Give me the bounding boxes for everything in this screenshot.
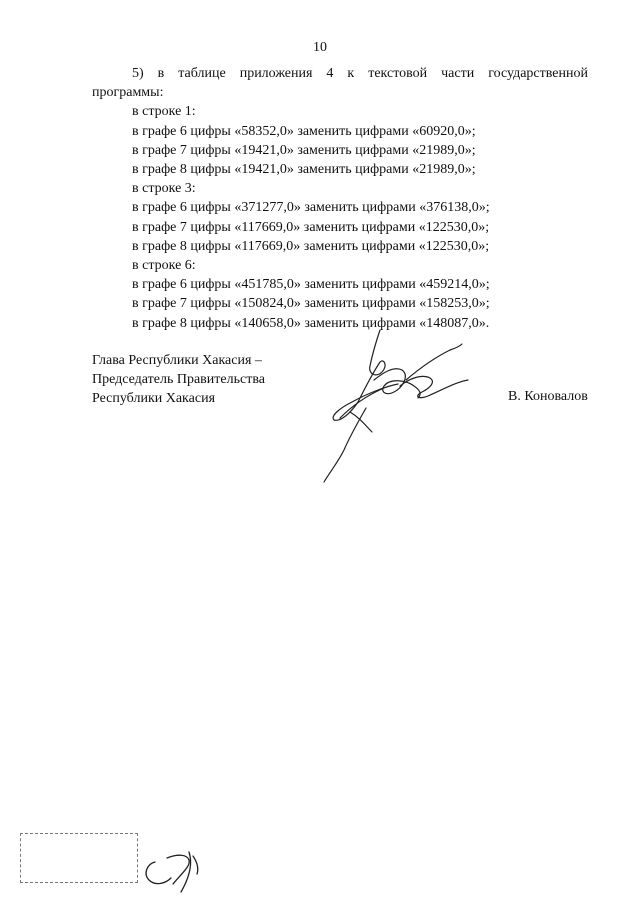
row-heading: в строке 1:: [132, 104, 196, 120]
registration-stamp: [20, 833, 138, 883]
replacement-line: в графе 6 цифры «371277,0» заменить цифрами «376138,0»;: [132, 200, 490, 216]
replacement-line: в графе 8 цифры «19421,0» заменить цифрами «21989,0»;: [132, 162, 476, 178]
position-line: Глава Республики Хакасия –: [92, 353, 262, 368]
row-heading: в строке 3:: [132, 181, 196, 197]
replacement-line: в графе 8 цифры «117669,0» заменить цифрами «122530,0»;: [132, 238, 490, 254]
replacement-line: в графе 7 цифры «150824,0» заменить цифрами «158253,0»;: [132, 296, 490, 312]
position-line: Республики Хакасия: [92, 391, 216, 406]
handwritten-initials: [135, 840, 215, 900]
replacement-line: в графе 7 цифры «117669,0» заменить цифрами «122530,0»;: [132, 219, 490, 235]
document-body: [92, 64, 588, 333]
replacement-line: в графе 8 цифры «140658,0» заменить цифрами «148087,0».: [132, 315, 490, 331]
signatory-name: В. Коновалов: [508, 389, 588, 404]
handwritten-signature: [310, 322, 480, 492]
row-heading: в строке 6:: [132, 258, 196, 274]
item-intro-continuation: программы:: [92, 85, 164, 101]
item-intro-line: 5) в таблице приложения 4 к текстовой части государственной: [132, 66, 588, 81]
position-line: Председатель Правительства: [92, 372, 265, 387]
page-number: 10: [313, 40, 327, 55]
replacement-line: в графе 7 цифры «19421,0» заменить цифрами «21989,0»;: [132, 142, 476, 158]
signatory-position: [92, 351, 265, 408]
replacement-line: в графе 6 цифры «451785,0» заменить цифрами «459214,0»;: [132, 277, 490, 293]
replacement-line: в графе 6 цифры «58352,0» заменить цифрами «60920,0»;: [132, 123, 476, 139]
